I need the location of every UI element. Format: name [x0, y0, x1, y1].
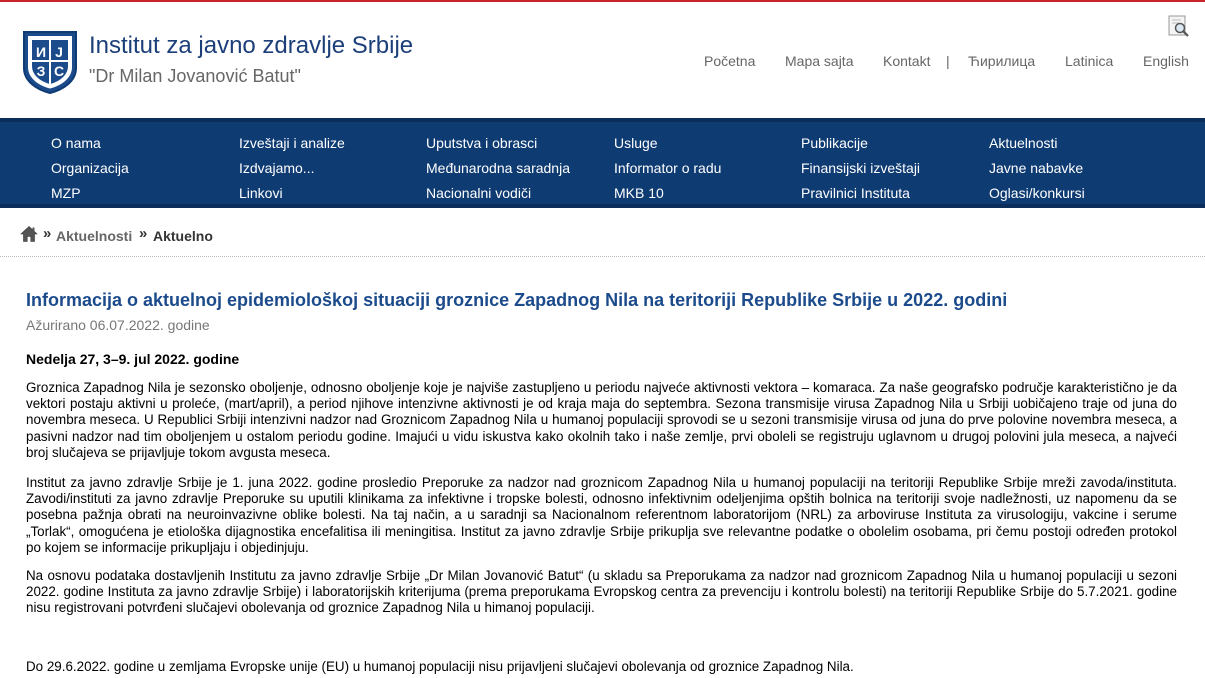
- article-week-heading: Nedelja 27, 3–9. jul 2022. godine: [26, 351, 240, 367]
- toplink-kontakt[interactable]: Kontakt: [883, 53, 931, 69]
- nav-item-o-nama[interactable]: O nama: [51, 135, 101, 151]
- institute-logo-shield: [22, 30, 78, 94]
- logo-letter-2: Ј: [55, 44, 63, 60]
- nav-item-uputstva[interactable]: Uputstva i obrasci: [426, 135, 538, 151]
- nav-item-usluge[interactable]: Usluge: [614, 135, 658, 151]
- nav-item-pravilnici[interactable]: Pravilnici Instituta: [801, 185, 910, 201]
- nav-item-finansijski-izvestaji[interactable]: Finansijski izveštaji: [801, 160, 921, 176]
- logo-letter-4: С: [53, 63, 65, 79]
- site-subtitle: "Dr Milan Jovanović Batut": [89, 66, 301, 86]
- nav-item-oglasi[interactable]: Oglasi/konkursi: [989, 185, 1085, 201]
- toplink-separator: |: [946, 53, 950, 69]
- nav-item-medjunarodna-saradnja[interactable]: Međunarodna saradnja: [426, 160, 570, 176]
- breadcrumb-current: Aktuelno: [153, 228, 213, 244]
- site-title[interactable]: Institut za javno zdravlje Srbije: [89, 32, 414, 59]
- nav-item-izdvajamo[interactable]: Izdvajamo...: [239, 160, 315, 176]
- toplink-cirilica[interactable]: Ћирилица: [968, 53, 1036, 69]
- search-icon[interactable]: [1168, 15, 1190, 37]
- breadcrumb-link-aktuelnosti[interactable]: Aktuelnosti: [56, 228, 133, 244]
- logo-letter-3: З: [36, 63, 46, 79]
- nav-item-izvestaji[interactable]: Izveštaji i analize: [239, 135, 345, 151]
- article-paragraph: Groznica Zapadnog Nila je sezonsko oboljenje, odnosno oboljenje koje je najviše zastupljeno u periodu najveće aktivnosti vektora – komaraca. Za naše geografsko područje karakteristično je da vektori postaju aktivni u proleće, (mart/april), a period njihove intenzivne aktivnosti je od kraja maja do septembra. Sezona transmisije virusa Zapadnog Nila u Srbiji uobičajeno traje od juna do novembra meseca. U Republici Srbiji intenzivni nadzor nad Groznicom Zapadnog Nila u humanoj populaciji sprovodi se u sezoni transmisije virusa od juna do prve polovine novembra meseca, a pasivni nadzor nad tim oboljenjem u ostalom periodu godine. Imajući u vidu iskustva kako okolnih tako i naše zemlje, prvi oboleli se registruju uglavnom u drugoj polovini jula meseca, a najveći broj slučajeva se prijavljuje tokom avgusta meseca.: [26, 380, 1177, 460]
- nav-item-publikacije[interactable]: Publikacije: [801, 135, 868, 151]
- nav-item-javne-nabavke[interactable]: Javne nabavke: [989, 160, 1084, 176]
- toplink-latinica[interactable]: Latinica: [1065, 53, 1114, 69]
- nav-item-mkb10[interactable]: MKB 10: [614, 185, 664, 201]
- logo-letter-1: И: [35, 44, 47, 60]
- article-paragraph: Institut za javno zdravlje Srbije je 1. juna 2022. godine prosledio Preporuke za nadzor nad groznicom Zapadnog Nila u humanoj populaciji na teritoriji Republike Srbije mreži zavoda/instituta. Zavodi/instituti za javno zdravlje Preporuke su uputili klinikama za infektivne i tropske bolesti, odnosno infektivnim odeljenjima opštih bolnica na teritoriji svoje nadležnosti, uz napomenu da se posebna pažnja obrati na neuroinvazivne oblike bolesti. Na taj način, a u saradnji sa Nacionalnom referentnom laboratorijom (NRL) za arboviruse Instituta za virusologiju, vakcine i serume „Torlak“, omogućena je etiološka dijagnostika encefalitisa ili meningitisa. Institut za javno zdravlje Srbije prikuplja sve relevantne podatke o obolelim osobama, pri čemu postoji određen protokol po kojem se informacije prikupljaju i objedinjuju.: [26, 475, 1177, 555]
- toplink-english[interactable]: English: [1143, 53, 1189, 69]
- toplink-pocetna[interactable]: Početna: [704, 53, 756, 69]
- breadcrumb-separator: »: [139, 225, 148, 242]
- site-header: [0, 2, 1205, 118]
- article-updated-date: Ažurirano 06.07.2022. godine: [26, 317, 210, 333]
- nav-item-informator[interactable]: Informator o radu: [614, 160, 722, 176]
- nav-item-nacionalni-vodici[interactable]: Nacionalni vodiči: [426, 185, 532, 201]
- nav-item-organizacija[interactable]: Organizacija: [51, 160, 129, 176]
- article-paragraph: Do 29.6.2022. godine u zemljama Evropske unije (EU) u humanoj populaciji nisu prijavljeni slučajevi obolevanja od groznice Zapadnog Nila.: [26, 659, 854, 674]
- main-navigation: [0, 118, 1205, 208]
- article-title: Informacija o aktuelnoj epidemiološkoj situaciji groznice Zapadnog Nila na teritoriji Republike Srbije u 2022. godini: [26, 290, 1008, 310]
- institute-logo[interactable]: [22, 30, 78, 94]
- nav-item-mzp[interactable]: MZP: [51, 185, 81, 201]
- toplink-mapa-sajta[interactable]: Mapa sajta: [785, 53, 854, 69]
- home-icon[interactable]: [20, 225, 38, 243]
- breadcrumb-divider: [0, 256, 1205, 257]
- nav-item-linkovi[interactable]: Linkovi: [239, 185, 283, 201]
- nav-item-aktuelnosti[interactable]: Aktuelnosti: [989, 135, 1058, 151]
- breadcrumb-separator: »: [43, 225, 52, 242]
- article-paragraph: Na osnovu podataka dostavljenih Institutu za javno zdravlje Srbije „Dr Milan Jovanović Batut“ (u skladu sa Preporukama za nadzor nad groznicom Zapadnog Nila u humanoj populaciji u sezoni 2022. godine Instituta za javno zdravlje Srbije) i laboratorijskih kriterijuma (prema preporukama Evropskog centra za prevenciju i kontrolu bolesti) na teritoriji Republike Srbije do 5.7.2021. godine nisu registrovani potvrđeni slučajevi obolevanja od groznice Zapadnog Nila u himanoj populaciji.: [26, 568, 1177, 616]
